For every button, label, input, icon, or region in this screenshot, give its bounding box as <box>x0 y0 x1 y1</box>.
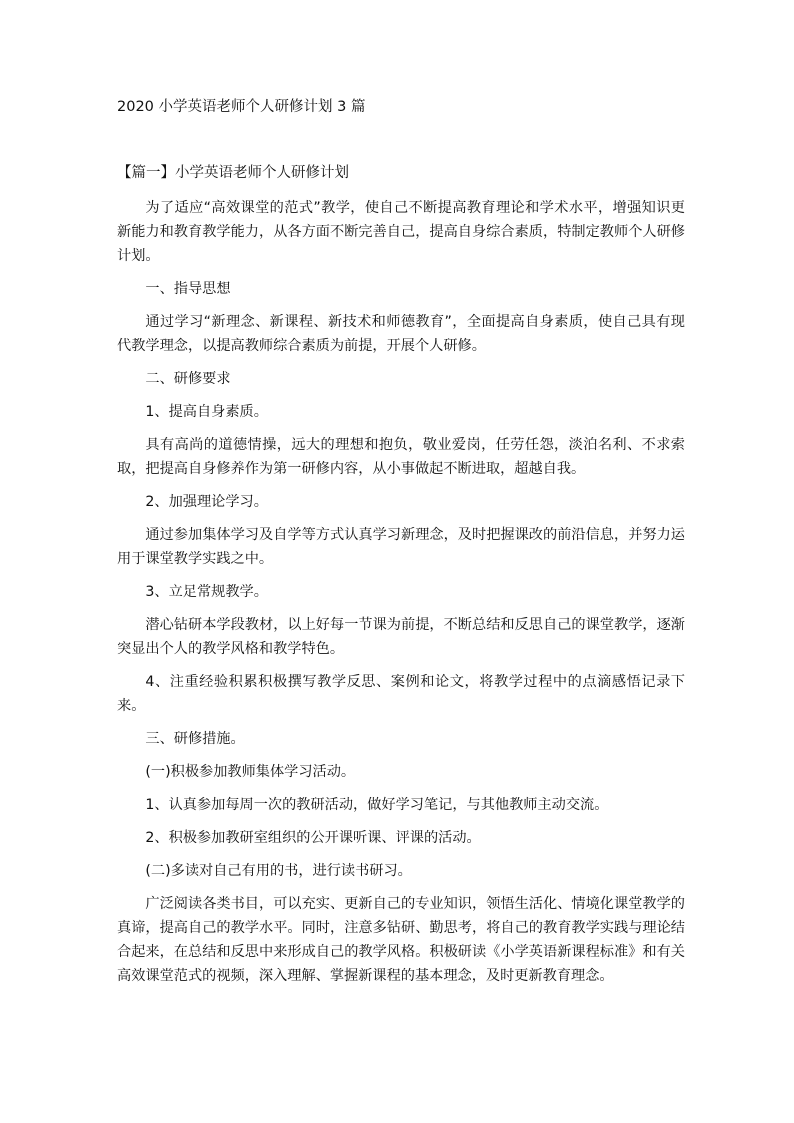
measure-1: 1、认真参加每周一次的教研活动，做好学习笔记，与其他教师主动交流。 <box>145 797 609 813</box>
measure-2: 2、积极参加教研室组织的公开课听课、评课的活动。 <box>145 830 481 846</box>
item-4: 4、注重经验积累积极撰写教学反思、案例和论文，将教学过程中的点滴感悟记录下来。 <box>117 674 685 714</box>
subheading-collective-study: (一)积极参加教师集体学习活动。 <box>145 764 356 780</box>
section-title: 【篇一】小学英语老师个人研修计划 <box>117 165 349 181</box>
heading-measures: 三、研修措施。 <box>145 731 245 747</box>
paragraph-reading: 广泛阅读各类书目，可以充实、更新自己的专业知识，领悟生活化、情境化课堂教学的真谛，提高自己的教学水平。同时，注意多钻研、勤思考，将自己的教育教学实践与理论结合起来，在总结和反思中来形成自己的教学风格。积极研读《小学英语新课程标准》和有关高效课堂范式的视频，深入理解、掌握新课程的基本理念，及时更新教育理念。 <box>117 896 685 984</box>
item-3: 3、立足常规教学。 <box>145 584 268 600</box>
item-2: 2、加强理论学习。 <box>145 494 268 510</box>
document-body <box>117 196 685 997</box>
paragraph-item-2: 通过参加集体学习及自学等方式认真学习新理念，及时把握课改的前沿信息，并努力运用于课堂教学实践之中。 <box>117 527 685 567</box>
paragraph-item-1: 具有高尚的道德情操，远大的理想和抱负，敬业爱岗，任劳任怨，淡泊名利、不求索取，把提高自身修养作为第一研修内容，从小事做起不断进取，超越自我。 <box>117 437 685 477</box>
heading-guiding-thought: 一、指导思想 <box>145 281 231 297</box>
subheading-reading: (二)多读对自己有用的书，进行读书研习。 <box>145 863 412 879</box>
document-title: 2020 小学英语老师个人研修计划 3 篇 <box>117 99 366 115</box>
paragraph-item-3: 潜心钻研本学段教材，以上好每一节课为前提，不断总结和反思自己的课堂教学，逐渐突显出个人的教学风格和教学特色。 <box>117 617 685 657</box>
heading-requirements: 二、研修要求 <box>145 371 231 387</box>
paragraph-guiding-thought: 通过学习“新理念、新课程、新技术和师德教育”，全面提高自身素质，使自己具有现代教学理念，以提高教师综合素质为前提，开展个人研修。 <box>117 314 685 354</box>
paragraph-intro: 为了适应“高效课堂的范式”教学，使自己不断提高教育理论和学术水平，增强知识更新能力和教育教学能力，从各方面不断完善自己，提高自身综合素质，特制定教师个人研修计划。 <box>117 200 685 264</box>
item-1: 1、提高自身素质。 <box>145 404 268 420</box>
